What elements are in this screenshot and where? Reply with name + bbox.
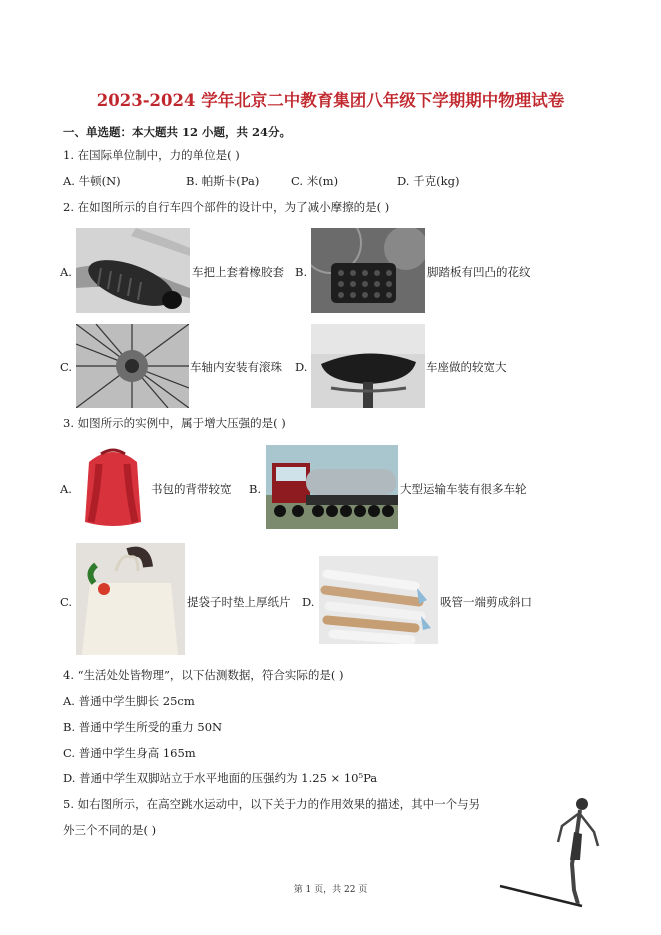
q4-stem: 4. “生活处处皆物理”，以下估测数据，符合实际的是( ) — [63, 668, 344, 682]
q2-d-text: 车座做的较宽大 — [426, 360, 507, 374]
q3-stem: 3. 如图所示的实例中，属于增大压强的是( ) — [63, 416, 286, 430]
q3-b-text: 大型运输车装有很多车轮 — [400, 482, 527, 496]
q2-a-text: 车把上套着橡胶套 — [192, 265, 284, 279]
backpack-photo — [77, 444, 149, 530]
q5-stem-line2: 外三个不同的是( ) — [63, 823, 157, 837]
q2-c-letter: C. — [60, 360, 73, 374]
page-title: 2023-2024 学年北京二中教育集团八年级下学期期中物理试卷 — [96, 91, 565, 110]
q3-c-text: 提袋子时垫上厚纸片 — [187, 595, 291, 609]
q2-b-text: 脚踏板有凹凸的花纹 — [427, 265, 531, 279]
wheel-hub-photo — [76, 324, 189, 408]
page-footer: 第 1 页，共 22 页 — [293, 885, 368, 895]
saddle-photo — [311, 324, 425, 408]
q4-option-b: B. 普通中学生所受的重力 50N — [63, 720, 223, 734]
q3-d-letter: D. — [302, 595, 315, 609]
q2-stem: 2. 在如图所示的自行车四个部件的设计中，为了减小摩擦的是( ) — [63, 200, 390, 214]
q2-b-letter: B. — [295, 265, 308, 279]
q1-option-b: B. 帕斯卡(Pa) — [186, 174, 260, 188]
straws-photo — [319, 556, 438, 644]
q4-option-c: C. 普通中学生身高 165m — [63, 746, 196, 760]
section-heading: 一、单选题：本大题共 12 小题，共 24分。 — [63, 125, 292, 139]
q4-option-a: A. 普通中学生脚长 25cm — [63, 694, 195, 708]
pedal-photo — [311, 228, 425, 313]
q2-c-text: 车轴内安装有滚珠 — [190, 360, 282, 374]
q1-option-c: C. 米(m) — [291, 174, 339, 188]
q1-option-d: D. 千克(kg) — [397, 174, 460, 188]
bag-photo — [76, 543, 185, 655]
handlebar-grip-photo — [76, 228, 190, 313]
q2-d-letter: D. — [295, 360, 308, 374]
q3-c-letter: C. — [60, 595, 73, 609]
q1-stem: 1. 在国际单位制中，力的单位是( ) — [63, 148, 240, 162]
q5-stem-line1: 5. 如右图所示，在高空跳水运动中，以下关于力的作用效果的描述，其中一个与另 — [63, 797, 481, 811]
truck-photo — [266, 445, 398, 529]
q3-a-letter: A. — [60, 482, 72, 496]
q2-a-letter: A. — [60, 265, 72, 279]
q3-b-letter: B. — [249, 482, 262, 496]
q4-option-d: D. 普通中学生双脚站立于水平地面的压强约为 1.25 × 10⁵Pa — [63, 771, 378, 785]
q3-d-text: 吸管一端剪成斜口 — [440, 595, 532, 609]
q3-a-text: 书包的背带较宽 — [151, 482, 232, 496]
q1-option-a: A. 牛顿(N) — [63, 174, 121, 188]
